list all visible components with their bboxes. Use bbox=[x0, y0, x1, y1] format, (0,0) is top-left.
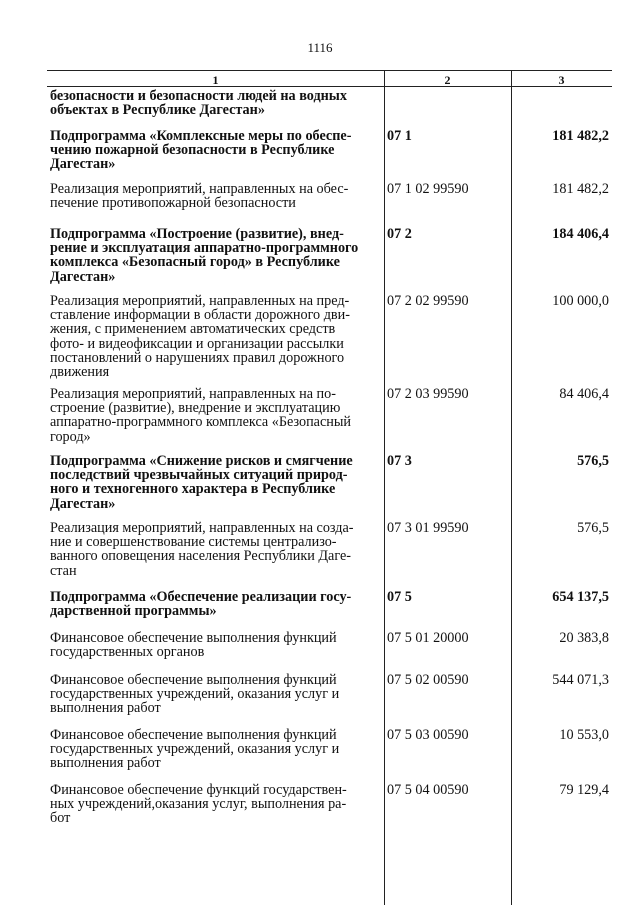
row-name: Подпрограмма «Комплексные меры по обеспе- чению пожарной безопасности в Республике Дагестан» bbox=[50, 128, 352, 173]
row-name: Реализация мероприятий, направленных на по- строение (развитие), внедрение и эксплуатацию аппаратно-программного комплекса «Безопасный город» bbox=[50, 386, 351, 445]
row-sum: 84 406,4 bbox=[559, 386, 609, 402]
row-name: Финансовое обеспечение функций государствен- ных учреждений,оказания услуг, выполнения ра- бот bbox=[50, 782, 347, 827]
row-name: Подпрограмма «Построение (развитие), внед- рение и эксплуатация аппаратно-программного комплекса «Безопасный город» в Республике Дагестан» bbox=[50, 226, 359, 285]
row-name: Финансовое обеспечение выполнения функций государственных органов bbox=[50, 630, 337, 661]
table-top-border bbox=[47, 70, 612, 71]
row-sum: 181 482,2 bbox=[552, 181, 609, 197]
row-sum: 544 071,3 bbox=[552, 672, 609, 688]
row-name: Реализация мероприятий, направленных на пред- ставление информации в области дорожного дви- жения, с применением автоматических средств фото- и видеофиксации и организации рассылки постановлений о нарушениях правил дорожного движения bbox=[50, 293, 350, 381]
budget-table bbox=[47, 70, 612, 905]
row-name: Реализация мероприятий, направленных на обес- печение противопожарной безопасности bbox=[50, 181, 349, 212]
page-number: 1116 bbox=[307, 40, 333, 55]
row-code: 07 5 bbox=[387, 589, 412, 605]
row-code: 07 5 04 00590 bbox=[387, 782, 469, 798]
row-name: Подпрограмма «Обеспечение реализации госу- дарственной программы» bbox=[50, 589, 352, 620]
row-code: 07 1 02 99590 bbox=[387, 181, 469, 197]
row-code: 07 2 02 99590 bbox=[387, 293, 469, 309]
header-col-3: 3 bbox=[558, 73, 565, 87]
header-col-2: 2 bbox=[444, 73, 451, 87]
row-code: 07 2 bbox=[387, 226, 412, 242]
row-name: Финансовое обеспечение выполнения функций государственных учреждений, оказания услуг и выполнения работ bbox=[50, 672, 340, 717]
row-code: 07 5 03 00590 bbox=[387, 727, 469, 743]
row-sum: 576,5 bbox=[577, 520, 609, 536]
row-code: 07 2 03 99590 bbox=[387, 386, 469, 402]
row-sum: 654 137,5 bbox=[552, 589, 609, 605]
row-code: 07 5 02 00590 bbox=[387, 672, 469, 688]
row-name: Подпрограмма «Снижение рисков и смягчение последствий чрезвычайных ситуаций природ- ного и техногенного характера в Республике Дагестан» bbox=[50, 453, 353, 512]
row-code: 07 5 01 20000 bbox=[387, 630, 469, 646]
row-code: 07 3 bbox=[387, 453, 412, 469]
row-sum: 79 129,4 bbox=[559, 782, 609, 798]
row-sum: 100 000,0 bbox=[552, 293, 609, 309]
row-name: безопасности и безопасности людей на водных объектах в Республике Дагестан» bbox=[50, 88, 347, 119]
row-code: 07 1 bbox=[387, 128, 412, 144]
row-sum: 576,5 bbox=[577, 453, 609, 469]
row-code: 07 3 01 99590 bbox=[387, 520, 469, 536]
header-col-1: 1 bbox=[212, 73, 219, 87]
row-sum: 20 383,8 bbox=[559, 630, 609, 646]
row-sum: 10 553,0 bbox=[559, 727, 609, 743]
row-sum: 184 406,4 bbox=[552, 226, 609, 242]
row-name: Реализация мероприятий, направленных на созда- ние и совершенствование системы централизо- ванного оповещения населения Республики Даге- стан bbox=[50, 520, 354, 579]
row-name: Финансовое обеспечение выполнения функций государственных учреждений, оказания услуг и выполнения работ bbox=[50, 727, 340, 772]
row-sum: 181 482,2 bbox=[552, 128, 609, 144]
